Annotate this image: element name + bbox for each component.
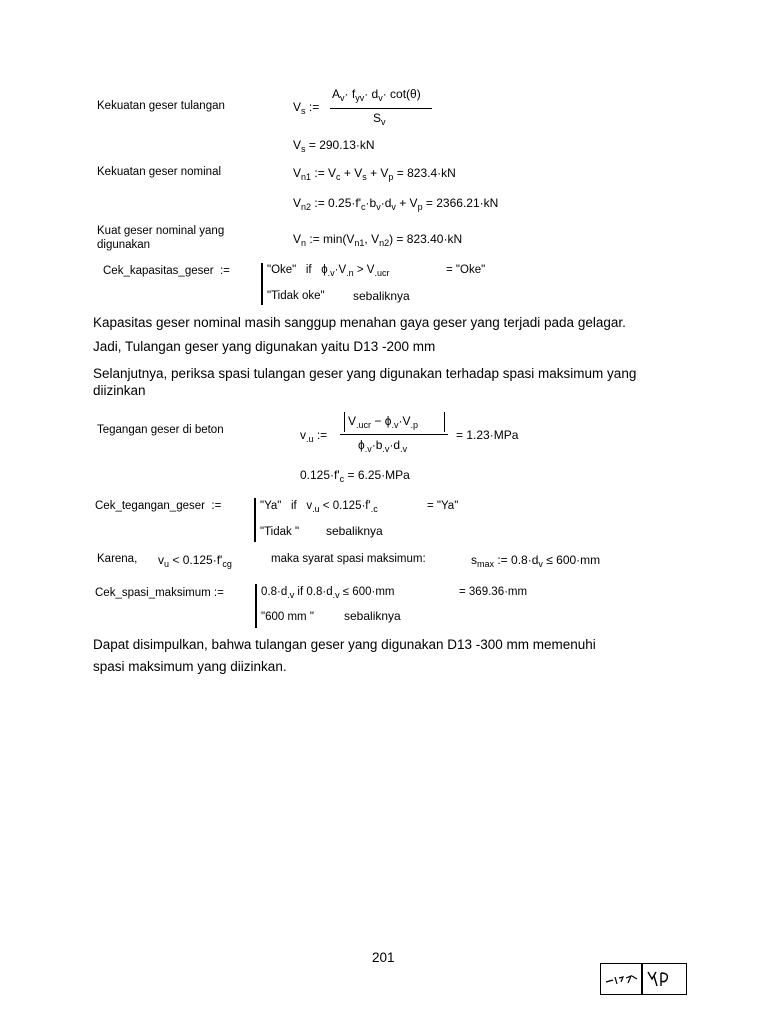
concrete-limit: $0.125\cdot f'_c = 6.25\cdot MPa$ xyxy=(300,468,410,484)
capacity-check-bracket xyxy=(261,263,263,305)
signature-stamp xyxy=(600,963,687,995)
stress-check-bracket xyxy=(254,498,256,542)
spacing-check-bracket xyxy=(255,584,257,628)
paragraph-conclusion-line1: Dapat disimpulkan, bahwa tulangan geser yang digunakan D13 -300 mm memenuhi xyxy=(93,637,596,652)
capacity-check-branch1: "Oke" if $\phi_{.v}\cdot V_{.n} > V_{.ucr}$ xyxy=(267,264,390,278)
shear-reinforcement-label: Kekuatan geser tulangan xyxy=(97,100,225,112)
vn1-equation: $V_{n1}$ := $V_c + V_s + V_p = 823.4\cdot kN$ xyxy=(293,166,456,182)
capacity-check-name: Cek_kapasitas_geser := xyxy=(103,265,230,277)
capacity-check-result: = "Oke" xyxy=(446,264,486,276)
vn-equation: $V_n$ := $\min(V_{n1}$, $V_{n2}) = 823.40\cdot kN$ xyxy=(293,232,463,248)
vn2-equation: $V_{n2}$ := $0.25\cdot f'_c\cdot b_v\cdot d_v + V_p = 2366.21\cdot kN$ xyxy=(293,196,499,212)
vs-result: $V_s = 290.13\cdot kN$ xyxy=(293,138,375,154)
used-nominal-label-line2: digunakan xyxy=(97,239,151,251)
abs-bar-left xyxy=(344,412,345,432)
paragraph-check-spacing-line1: Selanjutnya, periksa spasi tulangan geser yang digunakan terhadap spasi maksimum yang xyxy=(93,366,637,381)
spacing-check-result: = 369.36·mm xyxy=(459,586,528,598)
vs-fraction-bar xyxy=(330,108,432,109)
stress-check-name: Cek_tegangan_geser := xyxy=(95,500,222,512)
vs-denominator: $S_v$ xyxy=(373,111,386,127)
because-condition: $v_u < 0.125\cdot f'_{cg}$ xyxy=(158,553,232,569)
smax-equation: $s_{max}$ := $0.8\cdot d_v \le 600\cdot mm$ xyxy=(471,553,601,569)
vu-lhs: $v_{.u}$ := xyxy=(300,428,328,444)
vs-numerator: $A_v\cdot f_{yv}\cdot d_v\cdot \cot(\theta)$ xyxy=(332,87,421,103)
vu-fraction-bar xyxy=(340,434,448,435)
paragraph-capacity: Kapasitas geser nominal masih sanggup menahan gaya geser yang terjadi pada gelagar. xyxy=(93,315,626,330)
paragraph-conclusion-line2: spasi maksimum yang diizinkan. xyxy=(93,659,287,674)
capacity-check-branch2-value: "Tidak oke" xyxy=(267,290,325,302)
stress-check-branch2-else: sebaliknya xyxy=(326,524,383,538)
spacing-check-name: Cek_spasi_maksimum := xyxy=(95,587,224,599)
stress-check-branch1: "Ya" if $v_{.u} < 0.125\cdot f'_{.c}$ xyxy=(260,500,378,514)
abs-bar-right xyxy=(444,412,445,432)
handwritten-initials-icon xyxy=(601,964,686,994)
stress-check-result: = "Ya" xyxy=(427,500,459,512)
nominal-shear-label: Kekuatan geser nominal xyxy=(97,166,222,178)
used-nominal-label-line1: Kuat geser nominal yang xyxy=(97,225,225,237)
spacing-check-branch1: $0.8\cdot d_{.v}$ if $0.8\cdot d_{.v} \le 600\cdot mm$ xyxy=(261,586,395,600)
paragraph-check-spacing-line2: diizinkan xyxy=(93,383,146,398)
spacing-check-branch2-else: sebaliknya xyxy=(344,609,401,623)
vs-lhs: $V_s$ := xyxy=(293,100,320,116)
vu-numerator: $V_{.ucr} - \phi_{.v}\cdot V_{.p}$ xyxy=(348,414,418,430)
paragraph-reinforcement: Jadi, Tulangan geser yang digunakan yaitu D13 -200 mm xyxy=(93,339,436,354)
concrete-stress-label: Tegangan geser di beton xyxy=(97,424,224,436)
spacing-check-branch2-value: "600 mm " xyxy=(261,611,314,623)
page-number: 201 xyxy=(372,950,395,965)
vu-result: = 1.23·MPa xyxy=(456,428,519,442)
capacity-check-branch2-else: sebaliknya xyxy=(353,289,410,303)
because-word: Karena, xyxy=(97,553,138,565)
because-middle-text: maka syarat spasi maksimum: xyxy=(271,553,426,565)
vu-denominator: $\phi_{.v}\cdot b_{.v}\cdot d_{.v}$ xyxy=(358,438,408,454)
stress-check-branch2-value: "Tidak " xyxy=(260,526,300,538)
